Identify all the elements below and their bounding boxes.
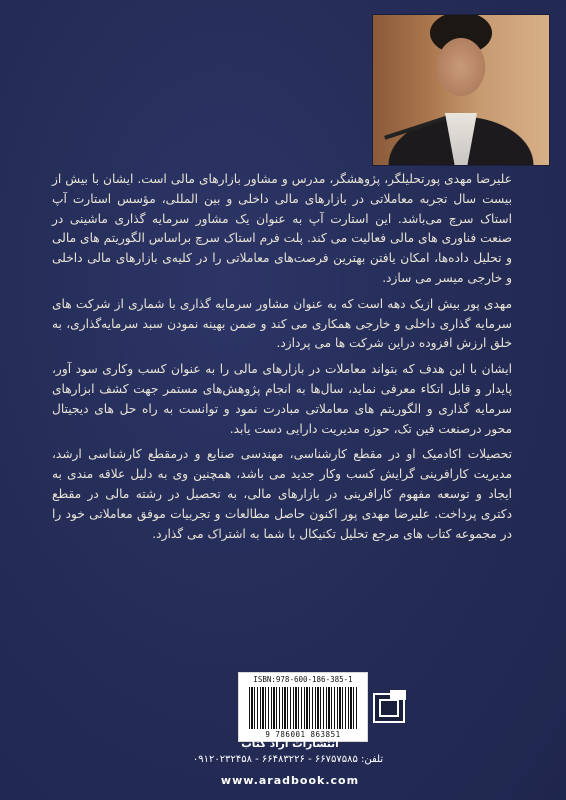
bio-paragraph-1: علیرضا مهدی پورتحلیلگر، پژوهشگر، مدرس و مشاور بازارهای مالی است. ایشان با بیش از بیست سال تجربه معاملاتی در بازارهای مالی داخلی و بین المللی، مؤسس استارت آپ استاک سرچ می‌باشد. این استارت آپ به عنوان یک مشاور سرمایه گذاری ماشینی در صنعت فناوری های مالی فعالیت می کند. پلت فرم استاک سرچ براساس الگوریتم های مالی و تحلیل داده‌ها، امکان یافتن بهترین فرصت‌های معاملاتی را در کلیه‌ی بازارهای مالی داخلی و خارجی میسر می سازد. (52, 172, 512, 285)
bio-paragraph-3: ایشان با این هدف که بتواند معاملات در بازارهای مالی را به عنوان کسب وکاری سود آور، پایدار و قابل اتکاء معرفی نماید، سال‌ها به انجام پژوهش‌های مستمر جهت کشف ابزارهای سرمایه گذاری و الگوریتم های معاملاتی مبادرت نمود و توانست به راه حل های دیجیتال محور درصنعت فین تک، حوزه مدیریت دارایی دست یابد. (52, 362, 512, 436)
publisher-name: انتشارات آراد کتاب (241, 738, 339, 750)
author-bio (52, 170, 512, 550)
bio-paragraph-2: مهدی پور بیش ازیک دهه است که به عنوان مشاور سرمایه گذاری با شماری از شرکت های سرمایه گذاری داخلی و خارجی همکاری می کند و ضمن بهینه نمودن سبد سرمایه‌گذاری، به خلق ارزش افزوده دراین شرکت ها می پردازد. (52, 296, 512, 351)
isbn-label: ISBN:978-600-186-385-1 (253, 675, 353, 684)
publisher-website[interactable]: www.aradbook.com (220, 774, 360, 787)
barcode-digits: 9 786001 863851 (265, 730, 341, 739)
barcode-bars (249, 687, 357, 729)
publisher-phone: تلفن: ۶۶۷۵۷۵۸۵ - ۶۶۴۸۳۲۲۶ - ۰۹۱۲۰۲۳۲۴۵۸ (192, 754, 384, 765)
microphone (384, 114, 452, 139)
isbn-barcode (238, 672, 368, 742)
publisher-logo-icon (370, 688, 410, 728)
author-photo (372, 14, 550, 166)
author-shirt (445, 113, 477, 165)
bio-paragraph-4: تحصیلات اکادمیک او در مقطع کارشناسی، مهندسی صنایع و درمقطع کارشناسی ارشد، مدیریت کارافرینی گرایش کسب وکار جدید می باشد، همچنین وی به دلیل علاقه مندی به ایجاد و توسعه مفهوم کارافرینی در بازارهای مالی، به تحصیل در رشته مالی در مقطع دکتری پرداخت. علیرضا مهدی پور اکنون حاصل مطالعات و تجربیات موفق معاملاتی خود را در مجموعه کتاب های مرجع تحلیل تکنیکال با شما به اشتراک می گذارد. (52, 447, 512, 541)
